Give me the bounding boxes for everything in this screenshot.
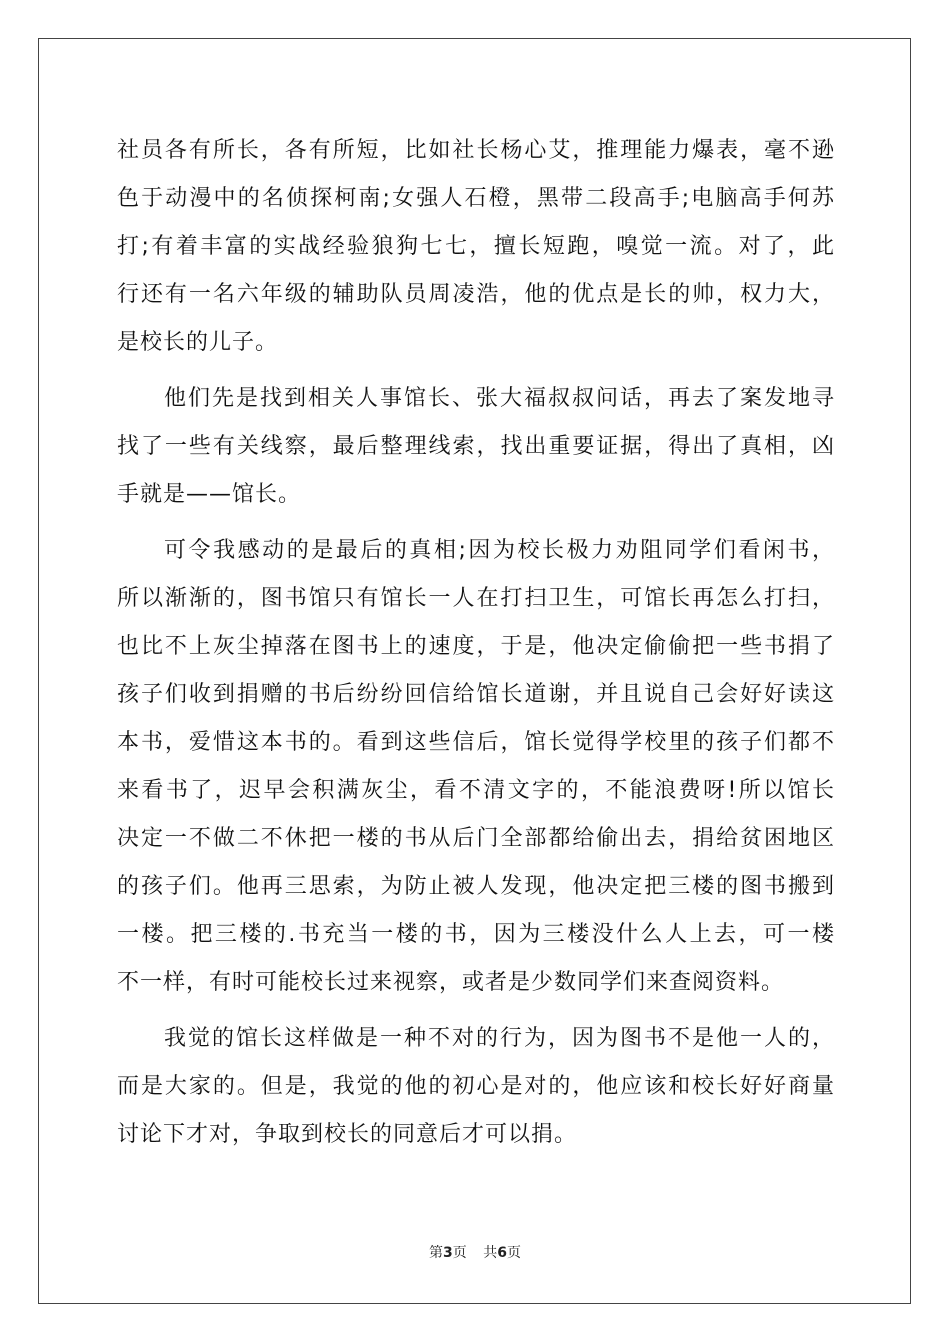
text-line: 来看书了，迟早会积满灰尘，看不清文字的，不能浪费呀!所以馆长 xyxy=(117,778,834,803)
text-line: 我觉的馆长这样做是一种不对的行为，因为图书不是他一人的， xyxy=(164,1026,834,1051)
current-page: 3 xyxy=(443,1245,453,1261)
text-line: 本书，爱惜这本书的。看到这些信后，馆长觉得学校里的孩子们都不 xyxy=(117,730,834,755)
text-line: 手就是——馆长。 xyxy=(117,482,302,507)
total-suffix: 页 xyxy=(506,1245,521,1261)
page-suffix: 页 xyxy=(452,1245,467,1261)
text-line: 一楼。把三楼的.书充当一楼的书，因为三楼没什么人上去，可一楼 xyxy=(117,922,834,947)
text-line: 讨论下才对，争取到校长的同意后才可以捐。 xyxy=(117,1122,578,1147)
text-line: 他们先是找到相关人事馆长、张大福叔叔问话，再去了案发地寻 xyxy=(164,386,834,411)
paragraph xyxy=(117,527,834,1007)
text-line: 找了一些有关线察，最后整理线索，找出重要证据，得出了真相，凶 xyxy=(117,434,834,459)
document-body xyxy=(117,127,834,1167)
text-line: 决定一不做二不休把一楼的书从后门全部都给偷出去，捐给贫困地区 xyxy=(117,826,834,851)
text-line: 孩子们收到捐赠的书后纷纷回信给馆长道谢，并且说自己会好好读这 xyxy=(117,682,834,707)
page-number xyxy=(429,1245,467,1261)
total-pages: 6 xyxy=(497,1245,507,1261)
text-line: 色于动漫中的名侦探柯南;女强人石橙，黑带二段高手;电脑高手何苏 xyxy=(117,186,834,211)
text-line: 是校长的儿子。 xyxy=(117,330,279,355)
text-line: 不一样，有时可能校长过来视察，或者是少数同学们来查阅资料。 xyxy=(117,970,785,995)
page-prefix: 第 xyxy=(429,1245,444,1261)
text-line: 打;有着丰富的实战经验狼狗七七，擅长短跑，嗅觉一流。对了，此 xyxy=(117,234,834,259)
text-line: 社员各有所长，各有所短，比如社长杨心艾，推理能力爆表，毫不逊 xyxy=(117,138,834,163)
text-line: 而是大家的。但是，我觉的他的初心是对的，他应该和校长好好商量 xyxy=(117,1074,834,1099)
text-line: 行还有一名六年级的辅助队员周凌浩，他的优点是长的帅，权力大， xyxy=(117,282,834,307)
text-line: 所以渐渐的，图书馆只有馆长一人在打扫卫生，可馆长再怎么打扫， xyxy=(117,586,834,611)
total-prefix: 共 xyxy=(483,1245,498,1261)
text-line: 可令我感动的是最后的真相;因为校长极力劝阻同学们看闲书， xyxy=(164,538,834,563)
page-footer xyxy=(0,1242,950,1262)
paragraph xyxy=(117,1015,834,1159)
text-line: 也比不上灰尘掉落在图书上的速度，于是，他决定偷偷把一些书捐了 xyxy=(117,634,834,659)
page-total xyxy=(483,1245,521,1261)
paragraph xyxy=(117,127,834,367)
paragraph xyxy=(117,375,834,519)
text-line: 的孩子们。他再三思索，为防止被人发现，他决定把三楼的图书搬到 xyxy=(117,874,834,899)
